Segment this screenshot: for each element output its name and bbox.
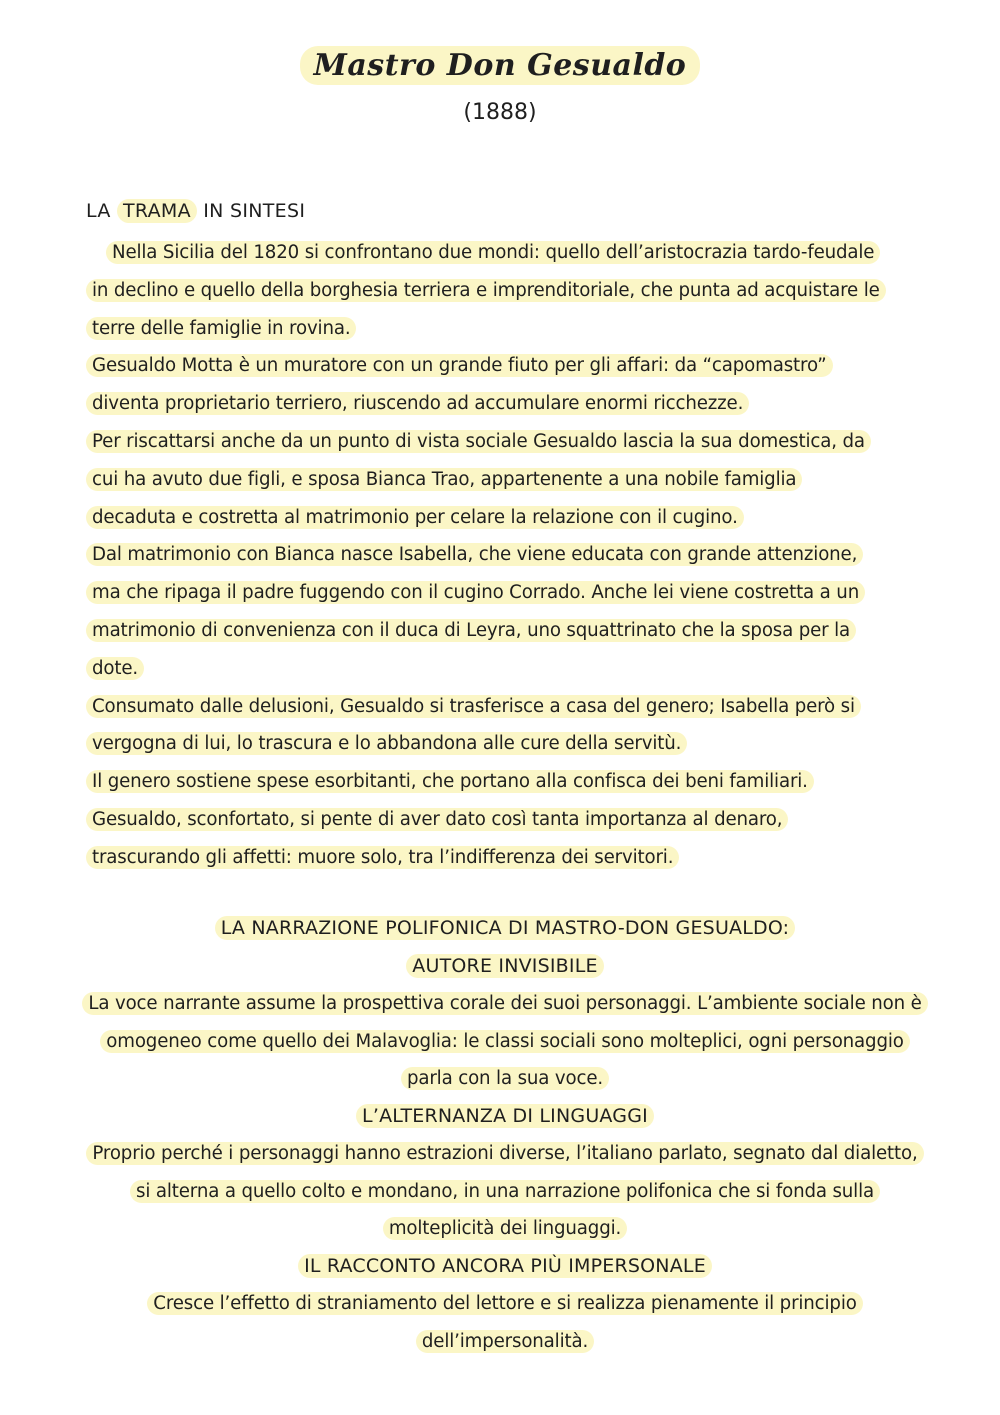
narrazione-section	[80, 910, 930, 1360]
trama-paragraph-1: Nella Sicilia del 1820 si confrontano due mondi: quello dell’aristocrazia tardo-feudale in declino e quello della borghesia terriera e imprenditoriale, che punta ad acquistare le terre delle famiglie in rovina.	[86, 234, 886, 347]
trama-paragraph-6: Il genero sostiene spese esorbitanti, che portano alla confisca dei beni familiari.	[86, 763, 886, 801]
narrazione-paragraph-3: Cresce l’effetto di straniamento del lettore e si realizza pienamente il principio dell’impersonalità.	[80, 1285, 930, 1360]
trama-paragraph-3: Per riscattarsi anche da un punto di vista sociale Gesualdo lascia la sua domestica, da cui ha avuto due figli, e sposa Bianca Trao, appartenente a una nobile famiglia decaduta e costretta al matrimonio per celare la relazione con il cugino.	[86, 423, 886, 536]
heading-highlight: TRAMA	[117, 199, 197, 223]
section-heading-autore: AUTORE INVISIBILE	[80, 948, 930, 986]
trama-paragraph-4: Dal matrimonio con Bianca nasce Isabella, che viene educata con grande attenzione, ma che ripaga il padre fuggendo con il cugino Corrado. Anche lei viene costretta a un matrimonio di convenienza con il duca di Leyra, uno squattrinato che la sposa per la dote.	[86, 536, 886, 687]
section-heading-trama: LA TRAMA IN SINTESI	[86, 200, 306, 222]
trama-paragraph-7: Gesualdo, sconfortato, si pente di aver dato così tanta importanza al denaro, trascurando gli affetti: muore solo, tra l’indifferenza dei servitori.	[86, 801, 886, 877]
narrazione-paragraph-2: Proprio perché i personaggi hanno estrazioni diverse, l’italiano parlato, segnato dal dialetto, si alterna a quello colto e mondano, in una narrazione polifonica che si fonda sulla molteplicità dei linguaggi.	[80, 1135, 930, 1248]
document-year: (1888)	[463, 100, 537, 125]
trama-section	[86, 234, 886, 877]
trama-paragraph-2: Gesualdo Motta è un muratore con un grande fiuto per gli affari: da “capomastro” diventa proprietario terriero, riuscendo ad accumulare enormi ricchezze.	[86, 347, 886, 423]
narrazione-paragraph-1: La voce narrante assume la prospettiva corale dei suoi personaggi. L’ambiente sociale non è omogeneo come quello dei Malavoglia: le classi sociali sono molteplici, ogni personaggio parla con la sua voce.	[80, 985, 930, 1098]
trama-paragraph-5: Consumato dalle delusioni, Gesualdo si trasferisce a casa del genero; Isabella però si vergogna di lui, lo trascura e lo abbandona alle cure della servitù.	[86, 688, 886, 764]
section-heading-linguaggi: L’ALTERNANZA DI LINGUAGGI	[80, 1098, 930, 1136]
section-heading-narrazione: LA NARRAZIONE POLIFONICA DI MASTRO-DON GESUALDO:	[80, 910, 930, 948]
document-title: Mastro Don Gesualdo	[0, 48, 1000, 83]
section-heading-racconto: IL RACCONTO ANCORA PIÙ IMPERSONALE	[80, 1248, 930, 1286]
